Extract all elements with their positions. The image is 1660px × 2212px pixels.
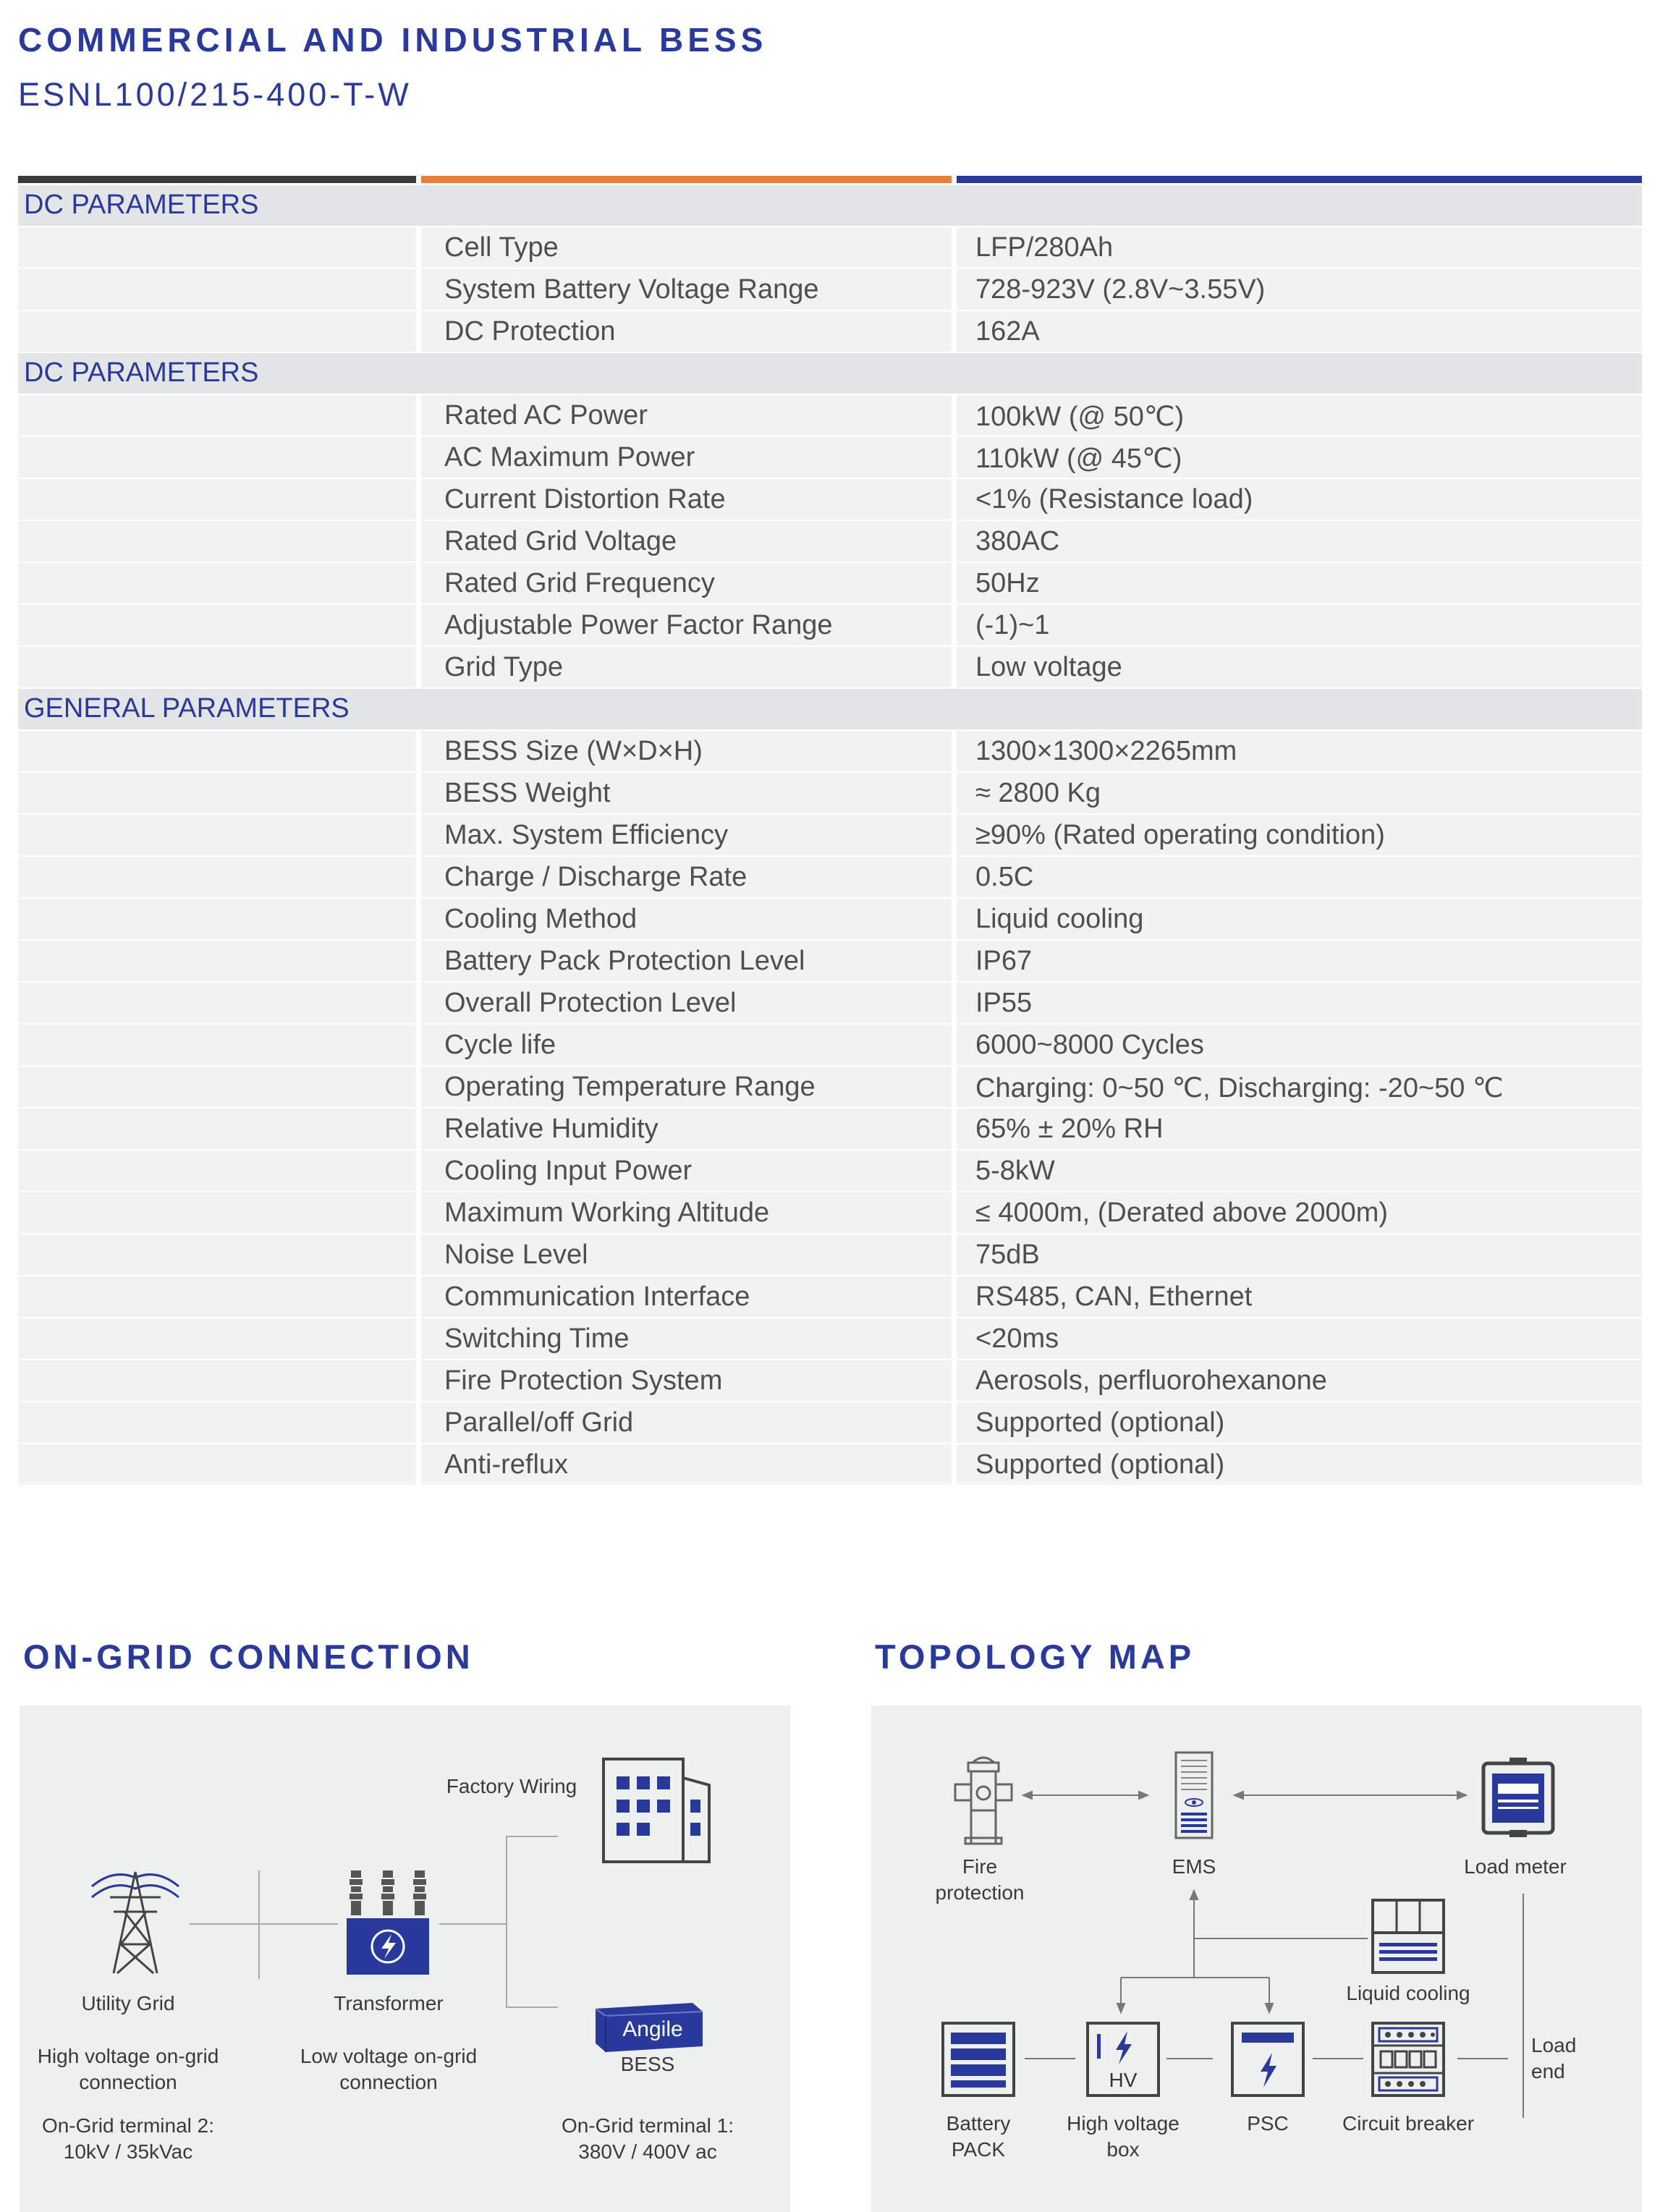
table-row: [18, 857, 1642, 897]
spec-table: [18, 185, 1642, 1486]
hv-icon-text: HV: [1109, 2069, 1138, 2091]
param-value: ≤ 4000m, (Derated above 2000m): [975, 1198, 1389, 1228]
param-name: Overall Protection Level: [444, 988, 737, 1018]
param-value: <1% (Resistance load): [975, 484, 1253, 514]
param-name-cell: [421, 1276, 952, 1317]
param-value-cell: [957, 269, 1642, 310]
table-row: [18, 395, 1642, 436]
param-name-cell: [421, 227, 952, 268]
param-name: Parallel/off Grid: [444, 1407, 634, 1438]
param-value: IP67: [975, 946, 1033, 976]
row-blank-cell: [18, 1444, 416, 1485]
load-end-line1: Load: [1531, 2034, 1577, 2056]
param-name: Current Distortion Rate: [444, 484, 726, 514]
table-row: [18, 773, 1642, 813]
param-value-cell: [957, 1151, 1642, 1191]
param-name-cell: [421, 647, 952, 687]
liquid-cooling-icon: [1371, 1898, 1446, 1975]
param-name: AC Maximum Power: [444, 442, 695, 473]
param-value-cell: [957, 1025, 1642, 1065]
factory-wiring-label: Factory Wiring: [446, 1775, 577, 1797]
param-value-cell: [957, 1234, 1642, 1275]
param-value-cell: [957, 1109, 1642, 1149]
param-value: 0.5C: [975, 862, 1034, 892]
row-blank-cell: [18, 1067, 416, 1107]
param-name-cell: [421, 1025, 952, 1065]
transformer-icon: [341, 1870, 435, 1979]
table-row: [18, 1444, 1642, 1485]
load-meter-icon: [1481, 1758, 1556, 1837]
page-title: COMMERCIAL AND INDUSTRIAL BESS: [18, 21, 768, 59]
row-blank-cell: [18, 563, 416, 603]
terminal2-line1: On-Grid terminal 2:: [41, 2114, 215, 2137]
param-value: RS485, CAN, Ethernet: [975, 1281, 1253, 1312]
header-bar-orange: [421, 176, 952, 183]
table-row: [18, 815, 1642, 855]
param-name-cell: [421, 269, 952, 310]
param-value-cell: [957, 1360, 1642, 1401]
table-row: [18, 269, 1642, 310]
table-row: [18, 311, 1642, 352]
param-value: Aerosols, perfluorohexanone: [975, 1365, 1327, 1396]
psc-label: PSC: [1247, 2112, 1289, 2135]
param-value-cell: [957, 899, 1642, 939]
on-grid-heading: ON-GRID CONNECTION: [23, 1637, 474, 1676]
section-header: [18, 353, 1642, 394]
ems-server-icon: [1174, 1750, 1214, 1840]
param-value: 100kW (@ 50℃): [975, 402, 1185, 432]
hv-label-line1: High voltage: [1067, 2112, 1180, 2135]
table-row: [18, 1192, 1642, 1233]
param-name: Cooling Method: [444, 904, 638, 934]
row-blank-cell: [18, 479, 416, 520]
param-name: Charge / Discharge Rate: [444, 862, 748, 892]
param-value-cell: [957, 647, 1642, 687]
param-name: Cycle life: [444, 1030, 556, 1060]
param-value-cell: [957, 983, 1642, 1023]
transmission-tower-icon: [85, 1865, 186, 1977]
header-bar-blue: [957, 176, 1642, 183]
param-value: LFP/280Ah: [975, 232, 1114, 263]
param-value-cell: [957, 773, 1642, 813]
row-blank-cell: [18, 605, 416, 645]
param-value: Liquid cooling: [975, 904, 1144, 934]
table-row: [18, 605, 1642, 645]
param-name-cell: [421, 521, 952, 562]
line-bus-factory: [506, 1836, 558, 1837]
battery-pack-icon: [941, 2021, 1016, 2098]
param-name: Fire Protection System: [444, 1365, 723, 1396]
transformer-label: Transformer: [334, 1992, 444, 2014]
param-value: 75dB: [975, 1240, 1040, 1270]
fire-label-line1: Fire: [962, 1855, 998, 1878]
row-blank-cell: [18, 899, 416, 939]
param-name-cell: [421, 731, 952, 771]
param-name: Operating Temperature Range: [444, 1072, 816, 1102]
param-value-cell: [957, 437, 1642, 478]
terminal1-line1: On-Grid terminal 1:: [561, 2114, 734, 2137]
table-row: [18, 1360, 1642, 1401]
row-blank-cell: [18, 1360, 416, 1401]
liquid-cooling-label: Liquid cooling: [1346, 1982, 1470, 2004]
param-value-cell: [957, 815, 1642, 855]
bess-label: BESS: [620, 2053, 675, 2075]
param-name: Noise Level: [444, 1240, 588, 1270]
param-value-cell: [957, 395, 1642, 436]
param-value: 6000~8000 Cycles: [975, 1030, 1204, 1060]
section-title: GENERAL PARAMETERS: [24, 693, 350, 724]
param-value-cell: [957, 731, 1642, 771]
param-name-cell: [421, 773, 952, 813]
row-blank-cell: [18, 647, 416, 687]
param-name: Adjustable Power Factor Range: [444, 610, 833, 640]
table-row: [18, 1067, 1642, 1107]
param-value: Low voltage: [975, 652, 1122, 682]
param-value: 110kW (@ 45℃): [975, 444, 1182, 474]
row-blank-cell: [18, 773, 416, 813]
param-value-cell: [957, 941, 1642, 981]
row-blank-cell: [18, 311, 416, 352]
line-grid-transformer: [190, 1923, 338, 1925]
low-voltage-line1: Low voltage on-grid: [300, 2045, 478, 2067]
param-value: 380AC: [975, 526, 1060, 556]
param-name-cell: [421, 983, 952, 1023]
row-blank-cell: [18, 857, 416, 897]
high-voltage-line1: High voltage on-grid: [37, 2045, 219, 2067]
topology-panel: [871, 1705, 1642, 2212]
param-value: 162A: [975, 316, 1040, 347]
table-row: [18, 1402, 1642, 1443]
row-blank-cell: [18, 1151, 416, 1191]
on-grid-panel: [20, 1705, 790, 2212]
param-value-cell: [957, 1402, 1642, 1443]
fire-label-line2: protection: [935, 1881, 1025, 1904]
table-row: [18, 1025, 1642, 1065]
param-name: Communication Interface: [444, 1281, 750, 1312]
param-name-cell: [421, 1444, 952, 1485]
table-row: [18, 731, 1642, 771]
param-name-cell: [421, 311, 952, 352]
fire-hydrant-icon: [951, 1753, 1016, 1847]
row-blank-cell: [18, 1276, 416, 1317]
param-value-cell: [957, 1067, 1642, 1107]
table-row: [18, 1234, 1642, 1275]
param-name-cell: [421, 437, 952, 478]
row-blank-cell: [18, 1192, 416, 1233]
param-name: Maximum Working Altitude: [444, 1198, 770, 1228]
param-name: Rated Grid Frequency: [444, 568, 715, 598]
row-blank-cell: [18, 1025, 416, 1065]
load-meter-label: Load meter: [1464, 1855, 1567, 1878]
row-blank-cell: [18, 731, 416, 771]
circuit-breaker-icon: [1371, 2021, 1446, 2098]
param-name-cell: [421, 857, 952, 897]
param-name-cell: [421, 605, 952, 645]
param-value: ≥90% (Rated operating condition): [975, 820, 1385, 850]
param-value: ≈ 2800 Kg: [975, 778, 1101, 808]
table-row: [18, 647, 1642, 687]
param-value-cell: [957, 563, 1642, 603]
table-row: [18, 563, 1642, 603]
table-row: [18, 899, 1642, 939]
row-blank-cell: [18, 1402, 416, 1443]
param-name: Relative Humidity: [444, 1114, 659, 1144]
param-value-cell: [957, 1192, 1642, 1233]
param-name: Switching Time: [444, 1323, 630, 1354]
param-value-cell: [957, 227, 1642, 268]
section-title: DC PARAMETERS: [24, 190, 259, 220]
topology-heading: TOPOLOGY MAP: [875, 1637, 1195, 1676]
param-name-cell: [421, 899, 952, 939]
table-row: [18, 437, 1642, 478]
param-name-cell: [421, 1109, 952, 1149]
table-row: [18, 1276, 1642, 1317]
circuit-breaker-label: Circuit breaker: [1342, 2112, 1475, 2135]
param-name-cell: [421, 1067, 952, 1107]
param-name: Anti-reflux: [444, 1449, 569, 1480]
bess-brand-logo: Angile: [622, 2017, 683, 2041]
table-row: [18, 521, 1642, 562]
table-row: [18, 479, 1642, 520]
high-voltage-line2: connection: [79, 2071, 177, 2093]
param-name: Cooling Input Power: [444, 1156, 693, 1186]
section-title: DC PARAMETERS: [24, 357, 259, 388]
param-value: Supported (optional): [975, 1407, 1225, 1438]
section-header: [18, 185, 1642, 226]
row-blank-cell: [18, 983, 416, 1023]
param-value-cell: [957, 857, 1642, 897]
table-row: [18, 941, 1642, 981]
header-bar-dark: [18, 176, 416, 183]
param-name-cell: [421, 479, 952, 520]
row-blank-cell: [18, 1234, 416, 1275]
param-value: 1300×1300×2265mm: [975, 736, 1237, 766]
low-voltage-line2: connection: [339, 2071, 438, 2093]
row-blank-cell: [18, 437, 416, 478]
param-name-cell: [421, 1318, 952, 1359]
table-row: [18, 1151, 1642, 1191]
param-name-cell: [421, 941, 952, 981]
param-value: 5-8kW: [975, 1156, 1055, 1186]
line-bus-bess: [506, 2007, 558, 2008]
param-value-cell: [957, 479, 1642, 520]
row-blank-cell: [18, 1109, 416, 1149]
param-name: BESS Weight: [444, 778, 611, 808]
psc-icon: [1230, 2021, 1305, 2098]
param-value: 50Hz: [975, 568, 1040, 598]
param-value: Supported (optional): [975, 1449, 1225, 1480]
param-name: Max. System Efficiency: [444, 820, 729, 850]
table-row: [18, 227, 1642, 268]
terminal2-line2: 10kV / 35kVac: [63, 2140, 193, 2163]
load-end-line2: end: [1531, 2060, 1565, 2082]
row-blank-cell: [18, 269, 416, 310]
param-name-cell: [421, 563, 952, 603]
param-value: IP55: [975, 988, 1033, 1018]
param-name: BESS Size (W×D×H): [444, 736, 703, 766]
row-blank-cell: [18, 1318, 416, 1359]
table-row: [18, 983, 1642, 1023]
hv-label-line2: box: [1106, 2138, 1140, 2161]
row-blank-cell: [18, 521, 416, 562]
param-value: (-1)~1: [975, 610, 1050, 640]
line-vertical-tick: [258, 1870, 260, 1979]
param-value: Charging: 0~50 ℃, Discharging: -20~50 ℃: [975, 1073, 1504, 1103]
terminal1-line2: 380V / 400V ac: [578, 2140, 717, 2163]
param-name-cell: [421, 1151, 952, 1191]
param-name: Battery Pack Protection Level: [444, 946, 805, 976]
factory-building-icon: [601, 1756, 716, 1865]
param-value-cell: [957, 521, 1642, 562]
param-name: Grid Type: [444, 652, 564, 682]
table-row: [18, 1109, 1642, 1149]
param-name-cell: [421, 1402, 952, 1443]
param-name-cell: [421, 815, 952, 855]
row-blank-cell: [18, 227, 416, 268]
battery-label-line1: Battery: [946, 2112, 1011, 2135]
param-value-cell: [957, 1444, 1642, 1485]
param-name-cell: [421, 395, 952, 436]
param-name-cell: [421, 1360, 952, 1401]
row-blank-cell: [18, 395, 416, 436]
param-value-cell: [957, 1276, 1642, 1317]
param-name-cell: [421, 1234, 952, 1275]
model-number: ESNL100/215-400-T-W: [18, 76, 412, 113]
param-value-cell: [957, 605, 1642, 645]
param-name-cell: [421, 1192, 952, 1233]
row-blank-cell: [18, 815, 416, 855]
param-name: System Battery Voltage Range: [444, 274, 819, 305]
utility-grid-label: Utility Grid: [81, 1992, 175, 2014]
param-value: 728-923V (2.8V~3.55V): [975, 274, 1266, 305]
param-name: Cell Type: [444, 232, 559, 263]
row-blank-cell: [18, 941, 416, 981]
table-row: [18, 1318, 1642, 1359]
param-name: DC Protection: [444, 316, 616, 347]
battery-label-line2: PACK: [951, 2138, 1006, 2161]
section-header: [18, 689, 1642, 729]
param-value-cell: [957, 1318, 1642, 1359]
param-name: Rated AC Power: [444, 400, 648, 431]
param-name: Rated Grid Voltage: [444, 526, 677, 556]
param-value: <20ms: [975, 1323, 1059, 1354]
param-value: 65% ± 20% RH: [975, 1114, 1164, 1144]
param-value-cell: [957, 311, 1642, 352]
line-transformer-bus: [439, 1923, 507, 1925]
ems-label: EMS: [1172, 1855, 1216, 1878]
line-bus: [506, 1836, 507, 2008]
